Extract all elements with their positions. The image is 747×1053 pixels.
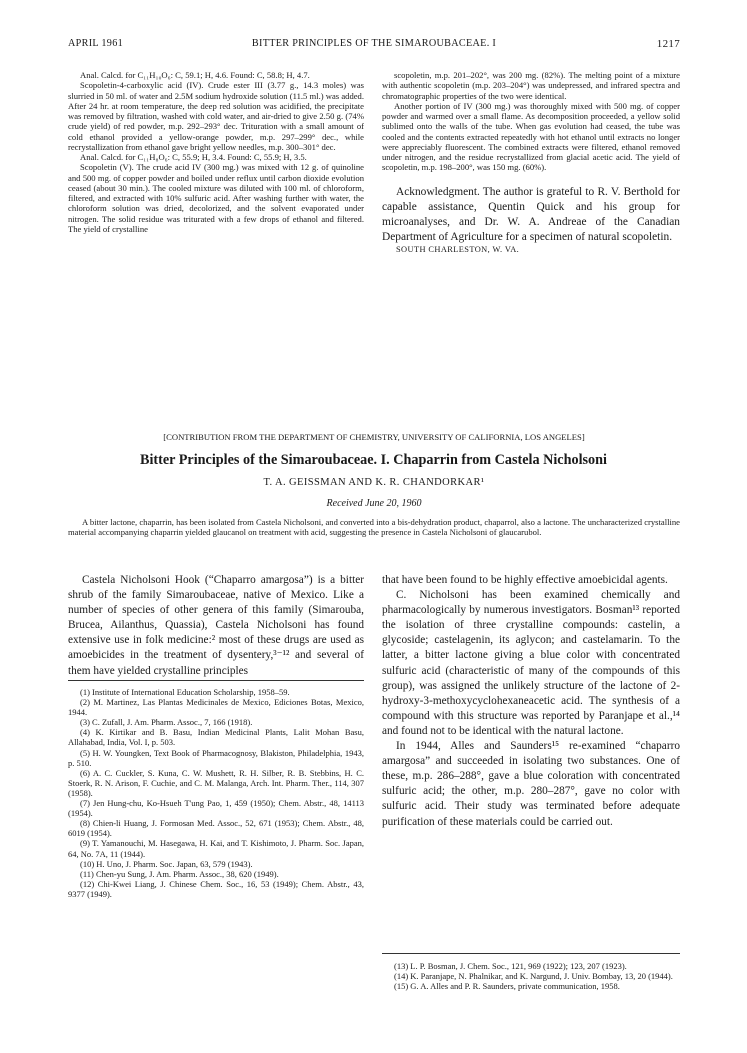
experimental-paragraph: Anal. Calcd. for C₁₁H₁₀O₆: C, 59.1; H, 4.6. Found: C, 58.8; H, 4.7. (80, 70, 310, 80)
body-right-column (382, 573, 680, 830)
footnote-divider (382, 953, 680, 954)
article-authors: T. A. GEISSMAN AND K. R. CHANDORKAR¹ (263, 477, 485, 488)
header-running-title: BITTER PRINCIPLES OF THE SIMAROUBACEAE. I (251, 38, 497, 49)
experimental-right-column (382, 70, 680, 254)
experimental-paragraph: Scopoletin (V). The crude acid IV (300 mg.) was mixed with 12 g. of quinoline and 500 mg. of copper powder and boiled under reflux until carbon dioxide evolution ceased (about 30 min.). The cooled mixture was diluted with 100 ml. of chloroform, filtered, and extracted with 10% sulfuric acid. After washing further with water, the chloroform solution was dried, decolorized, and the solvent evaporated under nitrogen. The solid residue was triturated with a few drops of ethanol and filtered. The yield of crystalline (68, 162, 364, 234)
experimental-paragraph: Scopoletin-4-carboxylic acid (IV). Crude ester III (3.77 g., 14.3 moles) was slurried in 50 ml. of water and 2.5M sodium hydroxide solution (11.5 ml.) was added. After 24 hr. at room temperature, the deep red solution was acidified, the precipitate was removed by filtration, washed with cold water, and air-dried to give 2.50 g. (74% crude yield) of red powder, m.p. 292–293° dec. Trituration with a small amount of cold ethanol provided a yellow-orange powder, m.p. 297–299° dec., while recrystallization from ethanol gave bright yellow needles, m.p. 300–301° dec. (68, 80, 364, 152)
experimental-paragraph: scopoletin, m.p. 201–202°, was 200 mg. (82%). The melting point of a mixture with authentic scopoletin (m.p. 203–204°) was undepressed, and infrared spectra and chromatographic properties of the two were identical. (382, 70, 680, 101)
running-header (68, 38, 680, 52)
body-paragraph: In 1944, Alles and Saunders¹⁵ re-examined “chaparro amargosa” and succeeded in isolating two substances. One of these, m.p. 286–288°, gave a blue coloration with concentrated sulfuric acid; the other, m.p. 280–287°, gave no color with sulfuric acid. Their study was terminated before adequate purification of these materials could be carried out. (382, 740, 680, 828)
body-paragraph: Castela Nicholsoni Hook (“Chaparro amargosa”) is a bitter shrub of the family Simaroubaceae, native of Mexico. Like a number of species of other genera of this family (Simarouba, Brucea, Ailanthus, Quassia), Castela Nicholsoni has found extensive use in folk medicine:² most of these drugs are used as amoebicides in the treatment of dysentery,³⁻¹² and several of them have yielded crystalline principles (68, 574, 364, 677)
abstract: A bitter lactone, chaparrin, has been isolated from Castela Nicholsoni, and converted into a bis-dehydration product, chaparrol, also a lactone. The uncharacterized crystalline material accompanying chaparrin yielded glaucanol on treatment with acid, suggesting the presence in Castela Nicholsoni of glaucarubol. (68, 517, 680, 538)
footnote: (9) T. Yamanouchi, M. Hasegawa, H. Kai, and T. Kishimoto, J. Pharm. Soc. Japan, 64, No. 7A, 11 (1944). (68, 838, 364, 859)
affiliation-place: SOUTH CHARLESTON, W. VA. (396, 245, 520, 255)
footnote-divider (68, 680, 364, 681)
contribution-line: [CONTRIBUTION FROM THE DEPARTMENT OF CHEMISTRY, UNIVERSITY OF CALIFORNIA, LOS ANGELES] (163, 432, 585, 442)
footnote: (2) M. Martinez, Las Plantas Medicinales de Mexico, Ediciones Botas, Mexico, 1944. (68, 697, 364, 718)
received-date: Received June 20, 1960 (326, 498, 422, 509)
footnotes-left (68, 687, 364, 899)
footnote: (10) H. Uno, J. Pharm. Soc. Japan, 63, 579 (1943). (80, 858, 253, 869)
body-paragraph: that have been found to be highly effective amoebicidal agents. (382, 574, 668, 586)
footnote: (4) K. Kirtikar and B. Basu, Indian Medicinal Plants, Lalit Mohan Basu, Allahabad, India, Vol. I, p. 503. (68, 727, 364, 748)
experimental-left-column (68, 70, 364, 234)
footnote: (7) Jen Hung-chu, Ko-Hsueh T'ung Pao, 1, 459 (1950); Chem. Abstr., 48, 14113 (1954). (68, 798, 364, 819)
experimental-paragraph: Anal. Calcd. for C₁₁H₈O₆: C, 55.9; H, 3.4. Found: C, 55.9; H, 3.5. (80, 152, 307, 162)
footnote: (5) H. W. Youngken, Text Book of Pharmacognosy, Blakiston, Philadelphia, 1943, p. 510. (68, 747, 364, 768)
footnote: (14) K. Paranjape, N. Phalnikar, and K. Nargund, J. Univ. Bombay, 13, 20 (1944). (394, 971, 673, 982)
footnote: (12) Chi-Kwei Liang, J. Chinese Chem. Soc., 16, 53 (1949); Chem. Abstr., 43, 9377 (1949). (68, 878, 364, 899)
footnotes-right (382, 961, 680, 991)
footnote: (11) Chen-yu Sung, J. Am. Pharm. Assoc., 38, 620 (1949). (80, 868, 279, 879)
footnote: (3) C. Zufall, J. Am. Pharm. Assoc., 7, 166 (1918). (80, 717, 253, 728)
footnote: (15) G. A. Alles and P. R. Saunders, private communication, 1958. (394, 981, 620, 992)
body-left-column (68, 573, 364, 679)
page-number: 1217 (656, 38, 680, 50)
experimental-paragraph: Another portion of IV (300 mg.) was thoroughly mixed with 500 mg. of copper powder and warmed over a small flame. As decomposition proceeded, a yellow solid sublimed onto the walls of the tube. When gas evolution had ceased, the tube was cooled and the contents extracted repeatedly with hot ethanol until extracts no longer were appreciably fluorescent. The combined extracts were filtered, ethanol removed under nitrogen, and the residue recrystallized from glacial acetic acid. The yield of scopoletin, m.p. 198–200°, was 150 mg. (60%). (382, 100, 680, 173)
footnote: (8) Chien-li Huang, J. Formosan Med. Assoc., 52, 671 (1953); Chem. Abstr., 48, 6019 (1954). (68, 818, 364, 839)
acknowledgment: Acknowledgment. The author is grateful to R. V. Berthold for capable assistance, Quentin Quick and his group for microanalyses, and Dr. W. A. Andreae of the Canadian Department of Agriculture for a specimen of natural scopoletin. (382, 185, 680, 244)
footnote: (6) A. C. Cuckler, S. Kuna, C. W. Mushett, R. H. Silber, R. B. Stebbins, H. C. Stoerk, R. N. Arison, F. Cuchie, and C. M. Malanga, Arch. Int. Pharm. Ther., 114, 307 (1958). (68, 767, 364, 798)
body-paragraph: C. Nicholsoni has been examined chemically and pharmacologically by numerous investigators. Bosman¹³ reported the isolation of three crystalline compounds: castelin, a glycoside; castelagenin, its aglycon; and castelamarin. To the latter, a bitter lactone giving a blue color with concentrated sulfuric acid (characteristic of many of the compounds of this group), was assigned the unlikely structure of the lactone of 2-hydroxy-3-methoxycyclohexaneacetic acid. The synthesis of a compound with this structure was reported by Paranjape et al.,¹⁴ and found not to be identical with the natural lactone. (382, 589, 680, 737)
article-title: Bitter Principles of the Simaroubaceae. I. Chaparrin from Castela Nicholsoni (140, 452, 607, 468)
footnote: (13) L. P. Bosman, J. Chem. Soc., 121, 969 (1922); 123, 207 (1923). (394, 961, 627, 971)
footnote: (1) Institute of International Education Scholarship, 1958–59. (80, 687, 290, 697)
header-date: APRIL 1961 (68, 38, 123, 49)
